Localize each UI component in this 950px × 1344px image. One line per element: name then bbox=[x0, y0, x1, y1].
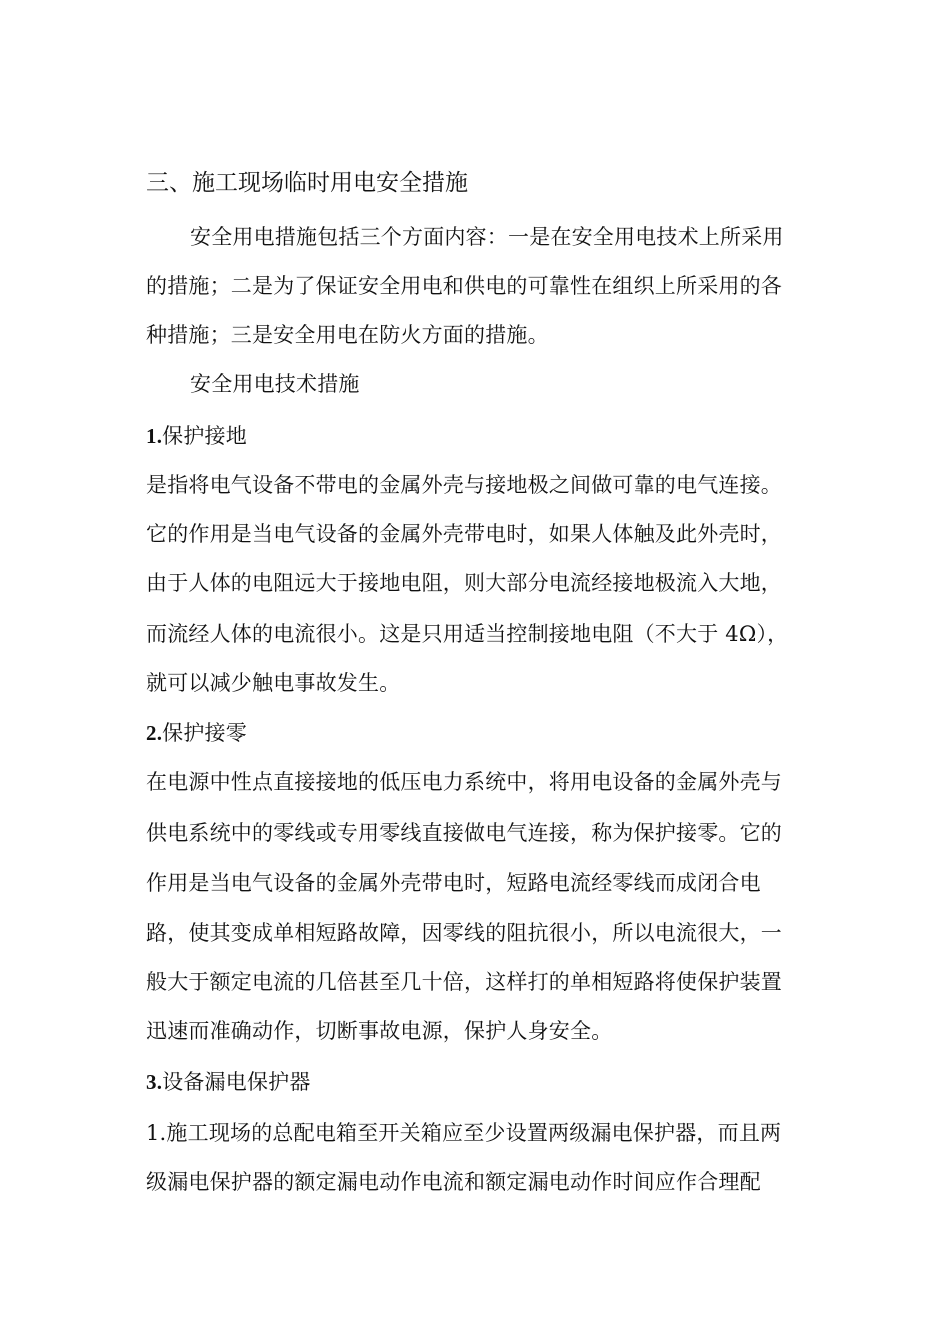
item1-line-1: 是指将电气设备不带电的金属外壳与接地极之间做可靠的电气连接。 bbox=[146, 473, 782, 497]
item2-line-3: 作用是当电气设备的金属外壳带电时，短路电流经零线而成闭合电 bbox=[146, 871, 761, 895]
subheading: 安全用电技术措施 bbox=[190, 372, 360, 396]
item3-heading bbox=[146, 1067, 810, 1097]
item2-number: 2. bbox=[146, 721, 163, 745]
section-title: 三、施工现场临时用电安全措施 bbox=[146, 170, 468, 196]
item3-line-1: 1.施工现场的总配电箱至开关箱应至少设置两级漏电保护器，而且两 bbox=[146, 1121, 782, 1145]
item1-number: 1. bbox=[146, 424, 163, 448]
item3-number: 3. bbox=[146, 1070, 163, 1094]
item3-title: 设备漏电保护器 bbox=[162, 1070, 311, 1094]
item1-line-2: 它的作用是当电气设备的金属外壳带电时，如果人体触及此外壳时， bbox=[146, 522, 782, 546]
item1-title: 保护接地 bbox=[162, 424, 247, 448]
item2-line-1: 在电源中性点直接接地的低压电力系统中，将用电设备的金属外壳与 bbox=[146, 770, 782, 794]
item2-line-4: 路，使其变成单相短路故障，因零线的阻抗很小，所以电流很大，一 bbox=[146, 921, 782, 945]
item1-line-4: 而流经人体的电流很小。这是只用适当控制接地电阻（不大于 4Ω）， bbox=[146, 622, 789, 646]
item2-line-6: 迅速而准确动作，切断事故电源，保护人身安全。 bbox=[146, 1019, 613, 1043]
intro-line-3: 种措施；三是安全用电在防火方面的措施。 bbox=[146, 323, 549, 347]
item2-line-2: 供电系统中的零线或专用零线直接做电气连接，称为保护接零。它的 bbox=[146, 821, 782, 845]
intro-line-1: 安全用电措施包括三个方面内容：一是在安全用电技术上所采用 bbox=[190, 225, 784, 249]
intro-line-2: 的措施；二是为了保证安全用电和供电的可靠性在组织上所采用的各 bbox=[146, 274, 782, 298]
item2-heading bbox=[146, 718, 810, 748]
item2-title: 保护接零 bbox=[162, 721, 247, 745]
item1-line-3: 由于人体的电阻远大于接地电阻，则大部分电流经接地极流入大地， bbox=[146, 571, 782, 595]
item1-heading bbox=[146, 421, 810, 451]
item1-line-5: 就可以减少触电事故发生。 bbox=[146, 671, 401, 695]
item2-line-5: 般大于额定电流的几倍甚至几十倍，这样打的单相短路将使保护装置 bbox=[146, 970, 782, 994]
item3-line-2: 级漏电保护器的额定漏电动作电流和额定漏电动作时间应作合理配 bbox=[146, 1170, 761, 1194]
